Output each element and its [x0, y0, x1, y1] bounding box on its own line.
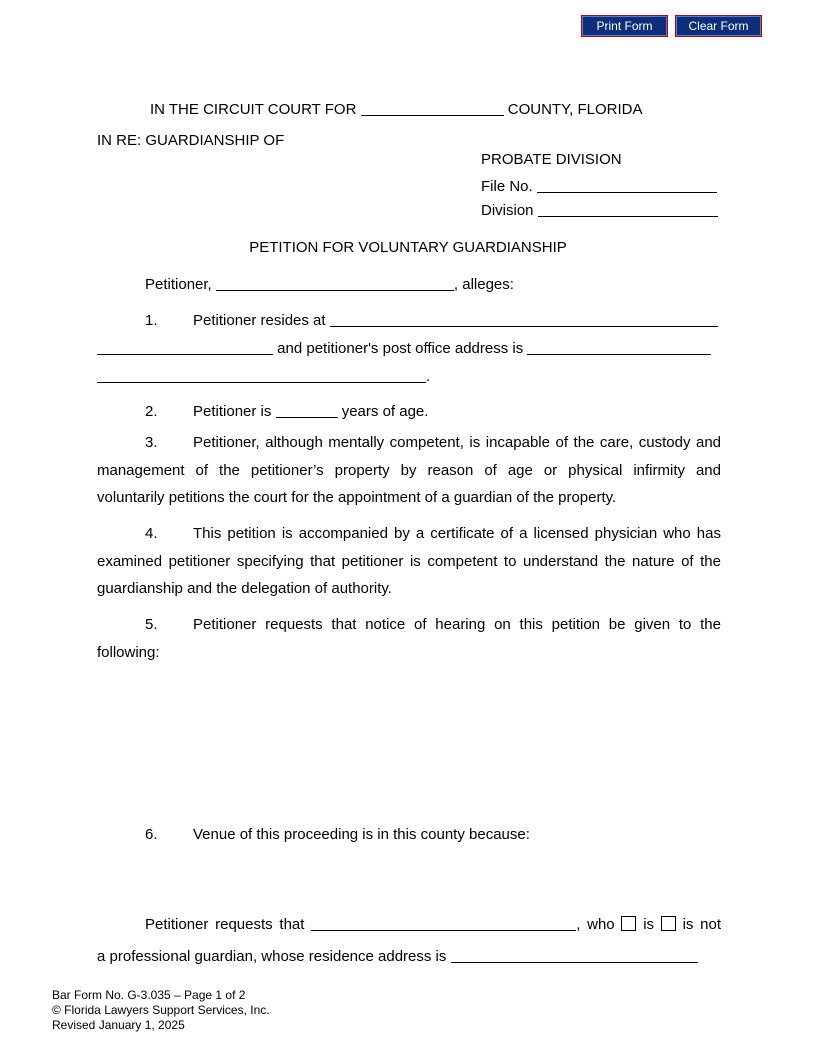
request-text-a: Petitioner requests that [145, 916, 305, 933]
item-5-text-1: Petitioner requests that notice of hearing on this petition be given to the [193, 616, 721, 633]
request-line-2-text: a professional guardian, whose residence address is [97, 948, 447, 965]
item-3-number: 3. [145, 434, 158, 451]
venue-reason-area[interactable] [97, 850, 721, 905]
item-1-line-2 [97, 337, 711, 358]
item-1-number: 1. [145, 312, 158, 329]
item-4-line-2: examined petitioner specifying that petitioner is competent to understand the nature of the [97, 553, 721, 570]
court-heading [150, 98, 643, 119]
file-no-row [481, 175, 717, 196]
item-5-line-2: following: [97, 644, 160, 661]
court-prefix: IN THE CIRCUIT COURT FOR [150, 101, 357, 118]
guardian-residence-field[interactable] [451, 947, 698, 963]
residence-field-cont[interactable] [97, 339, 273, 355]
county-field[interactable] [361, 100, 504, 116]
clear-form-button[interactable]: Clear Form [675, 15, 762, 37]
is-not-label: is not [682, 916, 722, 933]
print-form-button[interactable]: Print Form [581, 15, 668, 37]
footer-form-no: Bar Form No. G-3.035 – Page 1 of 2 [52, 988, 246, 1002]
item-2-text-a: Petitioner is [193, 403, 272, 420]
division-field[interactable] [538, 201, 718, 217]
item-4-number: 4. [145, 525, 158, 542]
request-text-b: , who [576, 916, 615, 933]
notice-recipients-area[interactable] [97, 670, 721, 810]
document-title: PETITION FOR VOLUNTARY GUARDIANSHIP [249, 239, 567, 256]
item-1-line-3 [97, 365, 430, 386]
item-2-text-b: years of age. [341, 403, 429, 420]
petitioner-line [145, 273, 514, 294]
footer-copyright: © Florida Lawyers Support Services, Inc. [52, 1003, 270, 1017]
item-3-line-2: management of the petitioner’s property by reason of age or physical infirmity and [97, 462, 721, 479]
item-1-text-a: Petitioner resides at [193, 312, 326, 329]
file-no-field[interactable] [537, 177, 717, 193]
item-5-line-1 [97, 611, 721, 639]
item-2-number: 2. [145, 403, 158, 420]
guardian-name-field[interactable] [311, 915, 576, 931]
item-6 [145, 826, 530, 844]
footer-revised: Revised January 1, 2025 [52, 1018, 185, 1032]
item-5-number: 5. [145, 616, 158, 633]
item-3-text-1: Petitioner, although mentally competent, is incapable of the care, custody and [193, 434, 721, 451]
post-office-address-field-cont[interactable] [97, 367, 426, 383]
petitioner-name-field[interactable] [216, 275, 454, 291]
in-re-label: IN RE: GUARDIANSHIP OF [97, 132, 285, 149]
item-3-line-3: voluntarily petitions the court for the appointment of a guardian of the property. [97, 489, 617, 506]
division-label: Division [481, 202, 534, 219]
residence-field[interactable] [330, 311, 718, 327]
item-4-line-3: guardianship and the delegation of authority. [97, 580, 392, 597]
age-field[interactable] [276, 402, 338, 418]
item-6-number: 6. [145, 826, 158, 843]
is-checkbox[interactable] [621, 916, 636, 931]
court-suffix: COUNTY, FLORIDA [507, 101, 643, 118]
item-4-line-1 [97, 520, 721, 548]
request-line-2 [97, 945, 698, 966]
item-4-text-1: This petition is accompanied by a certificate of a licensed physician who has [193, 525, 721, 542]
file-no-label: File No. [481, 178, 533, 195]
is-label: is [643, 916, 655, 933]
is-not-checkbox[interactable] [661, 916, 676, 931]
item-1-end: . [426, 368, 431, 385]
item-1-text-b: and petitioner's post office address is [277, 340, 524, 357]
division-row [481, 199, 718, 220]
item-6-text: Venue of this proceeding is in this county because: [193, 826, 530, 843]
petitioner-suffix: , alleges: [453, 276, 514, 293]
request-line-1 [97, 911, 721, 939]
item-3-line-1 [97, 429, 721, 457]
probate-division-label: PROBATE DIVISION [481, 151, 622, 168]
petitioner-prefix: Petitioner, [145, 276, 212, 293]
item-1-line-1 [145, 309, 718, 330]
item-2 [145, 400, 428, 421]
post-office-address-field[interactable] [527, 339, 711, 355]
